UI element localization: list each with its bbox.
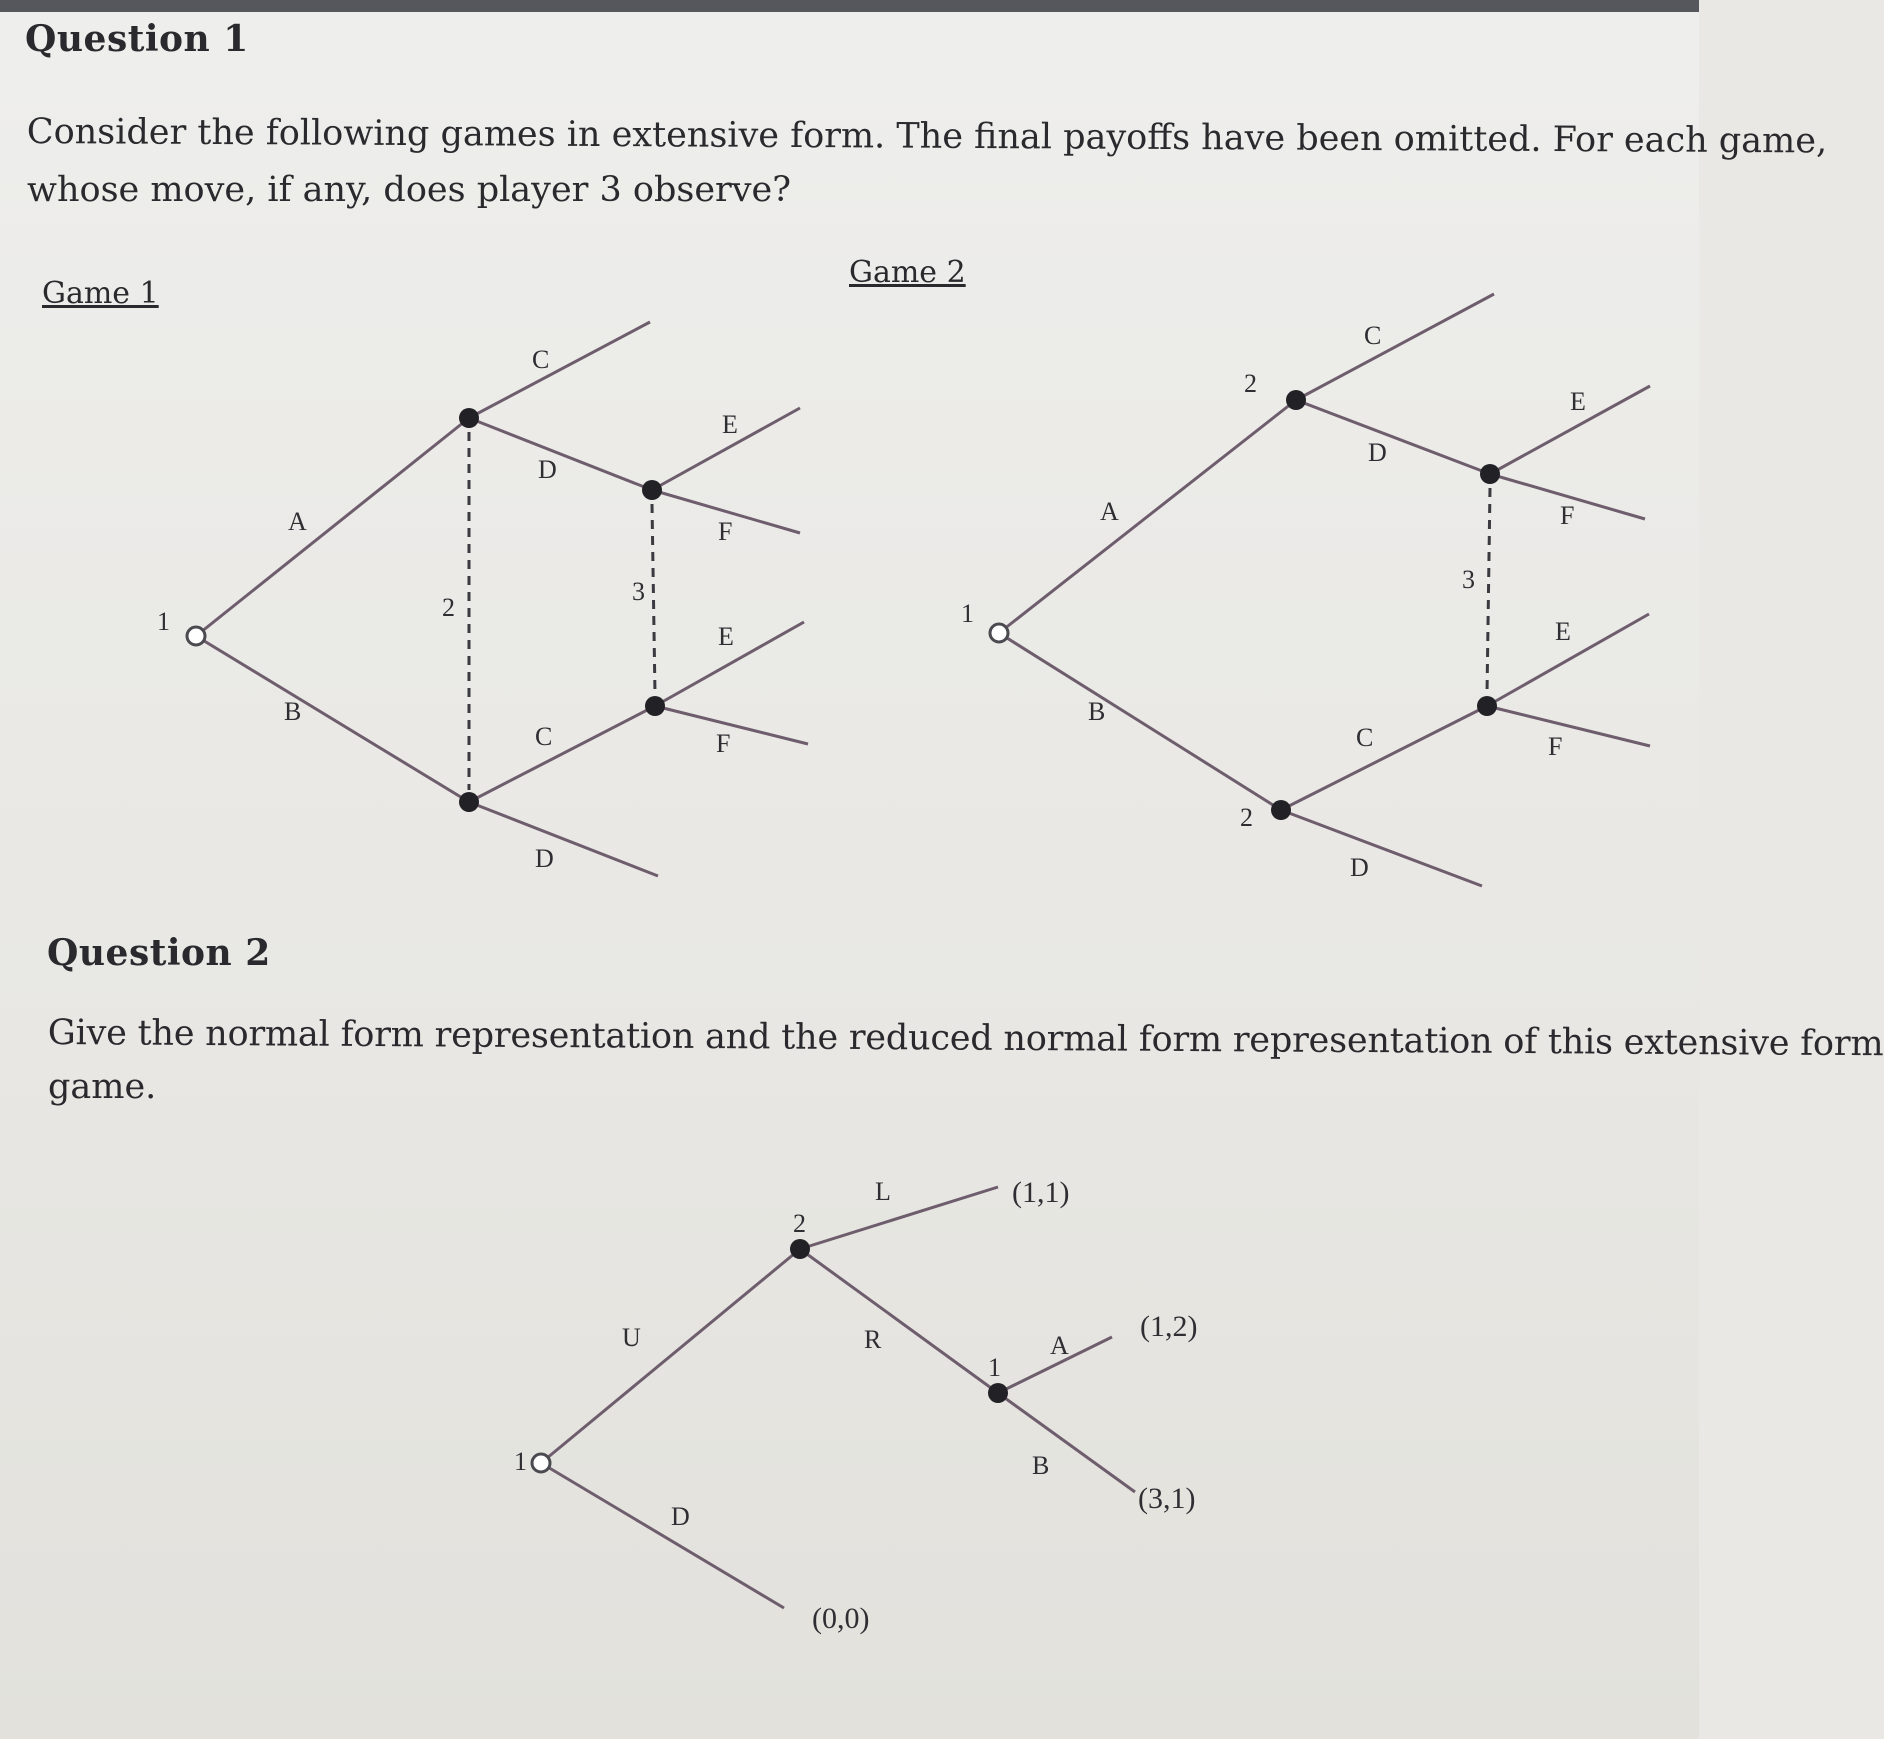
- game2-label-player2-top: 2: [1244, 369, 1257, 398]
- q2-payoff-B: (3,1): [1138, 1482, 1196, 1515]
- game1-label-top-C: C: [532, 345, 550, 374]
- game1-label-move-B: B: [284, 697, 302, 726]
- game2-label-top-F: F: [1560, 501, 1575, 530]
- game1-label-player2: 2: [442, 593, 455, 622]
- q2-payoff-L: (1,1): [1012, 1176, 1070, 1209]
- game2-label-bottom-D: D: [1350, 853, 1369, 882]
- q2-label-move-B: B: [1032, 1451, 1050, 1480]
- game1-label-player1: 1: [157, 607, 170, 636]
- game2-label-player3: 3: [1462, 565, 1475, 594]
- question1-text-line1: Consider the following games in extensive form. The final payoffs have been omitted. For each game,: [26, 111, 1828, 162]
- game1-label-top-D: D: [538, 455, 557, 484]
- game2-label-player1: 1: [961, 599, 974, 628]
- q2-payoff-A: (1,2): [1140, 1310, 1198, 1343]
- q2-label-move-L: L: [875, 1177, 891, 1206]
- question2-text-line1: Give the normal form representation and the reduced normal form representation of this extensive form: [47, 1012, 1884, 1065]
- q2-edges: [541, 1187, 1135, 1608]
- q2-edge-B: [998, 1393, 1135, 1492]
- q2-label-move-U: U: [622, 1323, 641, 1352]
- game2-label-top-D: D: [1368, 438, 1387, 467]
- game2-label-bottom-C: C: [1356, 723, 1374, 752]
- q2-edge-L: [800, 1187, 998, 1249]
- game1-label-bottom-D: D: [535, 844, 554, 873]
- q2-edge-D: [541, 1463, 784, 1608]
- q2-label-player1-second: 1: [988, 1353, 1001, 1382]
- q2-label-player1: 1: [514, 1447, 527, 1476]
- game1-label-bottom-F: F: [716, 729, 731, 758]
- q2-node-player1-second: [988, 1383, 1008, 1403]
- q2-label-player2: 2: [793, 1209, 806, 1238]
- game2-label-player2-bottom: 2: [1240, 803, 1253, 832]
- game1-label-bottom-E: E: [718, 622, 734, 651]
- q2-node-player2: [790, 1239, 810, 1259]
- q2-label-move-D: D: [671, 1502, 690, 1531]
- q2-label-move-R: R: [864, 1325, 882, 1354]
- game1-label-top-F: F: [718, 517, 733, 546]
- game2-label-bottom-F: F: [1548, 732, 1563, 761]
- q2-root-node: [532, 1454, 550, 1472]
- game2-label-move-B: B: [1088, 697, 1106, 726]
- game1-label-move-A: A: [288, 507, 307, 536]
- q2-label-move-A: A: [1050, 1331, 1069, 1360]
- q2-edge-U: [541, 1249, 800, 1463]
- game2-label-top-E: E: [1570, 387, 1586, 416]
- question1-heading: Question 1: [25, 18, 249, 60]
- question2-heading: Question 2: [47, 932, 271, 974]
- game1-title: Game 1: [42, 276, 159, 311]
- game2-label-move-A: A: [1100, 497, 1119, 526]
- game1-label-bottom-C: C: [535, 722, 553, 751]
- question1-text-line2: whose move, if any, does player 3 observe?: [27, 170, 792, 210]
- q2-payoff-D: (0,0): [812, 1602, 870, 1635]
- question2-text-line2: game.: [48, 1067, 157, 1107]
- game1-label-top-E: E: [722, 410, 738, 439]
- game1-label-player3: 3: [632, 577, 645, 606]
- game2-label-bottom-E: E: [1555, 617, 1571, 646]
- game2-label-top-C: C: [1364, 321, 1382, 350]
- game2-title: Game 2: [849, 255, 966, 290]
- q2-edge-R: [800, 1249, 998, 1393]
